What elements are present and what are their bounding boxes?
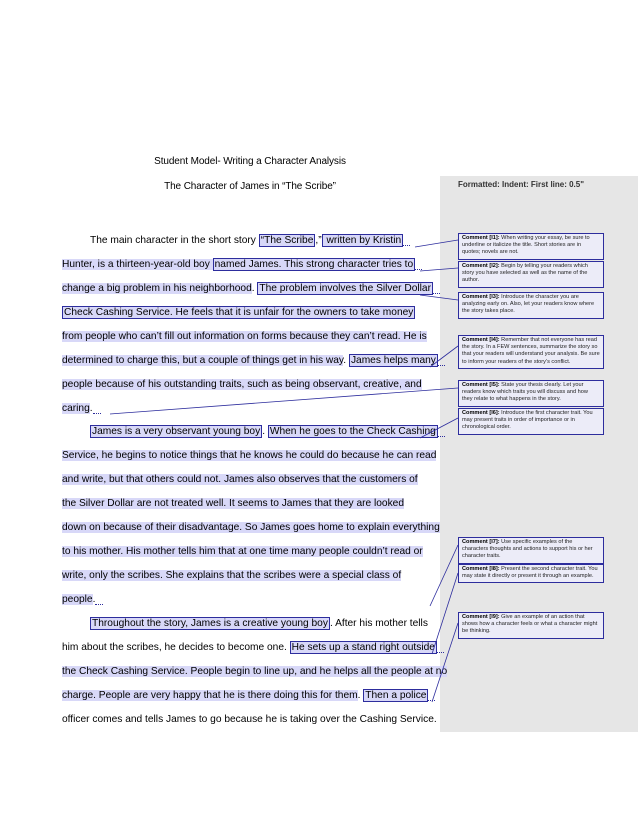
comment-balloon-i9[interactable]: Comment [I9]: Give an example of an action that shows how a character feels or what a character might be thinking.	[458, 612, 604, 639]
body-line: Check Cashing Service. He feels that it is unfair for the owners to take money	[64, 307, 414, 318]
comment-balloon-i6[interactable]: Comment [I6]: Introduce the first character trait. You may present traits in order of importance or in chronological order.	[458, 408, 604, 435]
body-line: him about the scribes, he decides to become one. He sets up a stand right outside	[62, 642, 435, 653]
body-line: down on because of their disadvantage. So James goes home to explain everything	[62, 522, 440, 533]
document-title: Student Model- Writing a Character Analysis	[154, 156, 346, 167]
comment-balloon-i4[interactable]: Comment [I4]: Remember that not everyone has read the story. In a FEW sentences, summarize the story so that your readers will understand your analysis. Be sure to inform your readers of the story’s conflict.	[458, 335, 604, 369]
body-line: and write, but that others could not. James also observes that the customers of	[62, 474, 418, 485]
comment-anchor-i6[interactable]: James is a very observant young boy	[92, 426, 261, 437]
body-line: to his mother. His mother tells him that at one time many people couldn’t read or	[62, 546, 423, 557]
comment-balloon-i2[interactable]: Comment [I2]: Begin by telling your readers which story you have selected as well as the name of the author.	[458, 261, 604, 288]
body-line: The main character in the short story “The Scribe ,” written by Kristin	[90, 235, 402, 246]
comment-anchor-i3[interactable]: named James. This strong character tries to	[214, 259, 414, 270]
body-line: change a big problem in his neighborhood. The problem involves the Silver Dollar	[62, 283, 431, 294]
comment-anchor-i7[interactable]: When he goes to the Check Cashing	[269, 426, 436, 437]
body-line: people because of his outstanding traits, such as being observant, creative, and	[62, 379, 422, 390]
body-line: Hunter, is a thirteen-year-old boy named James. This strong character tries to	[62, 259, 414, 270]
body-line: caring.	[62, 403, 93, 414]
comment-balloon-i3[interactable]: Comment [I3]: Introduce the character you are analyzing early on. Also, let your readers know where the story takes place.	[458, 292, 604, 319]
comment-balloon-i1[interactable]: Comment [I1]: When writing your essay, be sure to underline or italicize the title. Short stories are in quotes; novels are not.	[458, 233, 604, 260]
body-line: people.	[62, 594, 96, 605]
body-line: Throughout the story, James is a creative young boy . After his mother tells	[92, 618, 428, 629]
body-line: charge. People are very happy that he is there doing this for them. Then a police	[62, 690, 427, 701]
comment-balloon-i7[interactable]: Comment [I7]: Use specific examples of the characters thoughts and actions to support his or her character traits.	[458, 537, 604, 564]
comment-anchor-i5[interactable]: James helps many	[350, 355, 436, 366]
body-line: James is a very observant young boy . When he goes to the Check Cashing	[92, 426, 436, 437]
comment-balloon-i8[interactable]: Comment [I8]: Present the second character trait. You may state it directly or present it through an example.	[458, 564, 604, 583]
comment-balloon-i5[interactable]: Comment [I5]: State your thesis clearly. Let your readers know which traits you will discuss and how they relate to what happens in the story.	[458, 380, 604, 407]
comment-anchor-i4[interactable]: The problem involves the Silver Dollar	[259, 283, 431, 294]
comment-anchor-i9[interactable]: He sets up a stand right outside	[291, 642, 435, 653]
comment-anchor-i1[interactable]: “The Scribe	[260, 235, 314, 246]
body-line: from people who can’t fill out information on forms because they can’t read. He is	[62, 331, 427, 342]
body-line: write, only the scribes. She explains that the scribes were a special class of	[62, 570, 402, 581]
body-line: the Silver Dollar are not treated well. It seems to James that they are looked	[62, 498, 405, 509]
body-line: officer comes and tells James to go because he is taking over the Cashing Service.	[62, 714, 437, 725]
body-line: determined to charge this, but a couple of things get in his way. James helps many	[62, 355, 436, 366]
comment-anchor-i2[interactable]: written by Kristin	[323, 235, 402, 246]
body-line: the Check Cashing Service. People begin to line up, and he helps all the people at no	[62, 666, 448, 677]
comment-anchor-i8[interactable]: Throughout the story, James is a creative young boy	[92, 618, 328, 629]
formatting-note: Formatted: Indent: First line: 0.5"	[458, 180, 585, 189]
body-line: Service, he begins to notice things that he knows he could do because he can read	[62, 450, 437, 461]
document-subtitle: The Character of James in “The Scribe”	[164, 181, 336, 192]
